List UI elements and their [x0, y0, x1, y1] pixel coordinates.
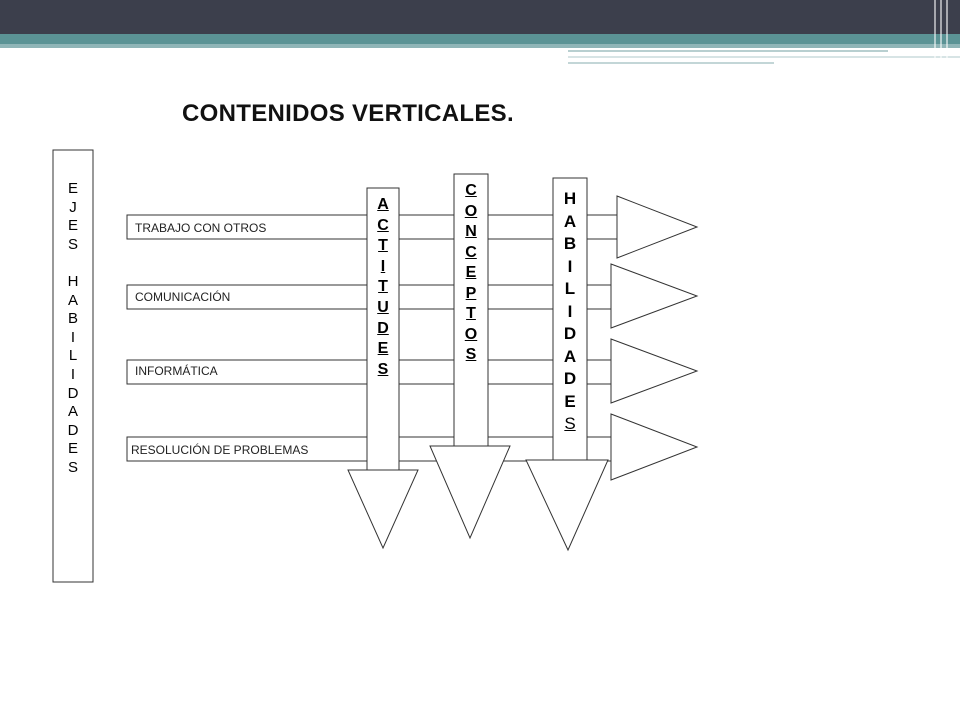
letter: C [465, 243, 477, 261]
letter: D [67, 384, 79, 402]
letter: I [567, 256, 573, 276]
letter: B [563, 234, 577, 253]
letter: J [69, 198, 77, 216]
letter: P [465, 284, 477, 302]
letter: I [70, 365, 76, 383]
conceptos-label [451, 181, 491, 366]
letter: C [377, 216, 389, 234]
letter: T [378, 278, 388, 296]
letter: C [465, 182, 477, 199]
letter: E [67, 217, 78, 235]
letter-spacer [53, 254, 93, 273]
letter: H [67, 272, 79, 290]
letter: D [563, 369, 577, 388]
letter: L [564, 279, 576, 298]
right-arrowhead [611, 414, 697, 480]
habilidades-arrowhead [526, 460, 608, 550]
letter: U [377, 298, 389, 316]
letter: H [563, 189, 577, 208]
habilidades-label [550, 188, 590, 436]
letter: A [377, 196, 389, 213]
letter: S [465, 346, 477, 363]
letter: B [67, 310, 78, 328]
row-label-comunicacion: COMUNICACIÓN [135, 290, 231, 304]
letter: S [564, 414, 576, 433]
letter: A [563, 346, 577, 366]
right-arrowhead [611, 264, 697, 328]
actitudes-label [363, 195, 403, 380]
row-label-trabajo: TRABAJO CON OTROS [135, 221, 267, 235]
letter: T [466, 305, 476, 322]
actitudes-arrowhead [348, 470, 418, 548]
letter: E [465, 264, 477, 281]
letter: E [67, 440, 78, 458]
letter: S [377, 360, 389, 378]
letter: S [67, 235, 78, 253]
letter: A [67, 403, 78, 421]
letter: E [67, 180, 78, 197]
conceptos-arrowhead [430, 446, 510, 538]
right-arrowhead [611, 339, 697, 403]
letter: I [380, 257, 386, 275]
letter: D [563, 324, 577, 343]
letter: E [564, 391, 576, 411]
letter: I [567, 301, 573, 321]
ejes-habilidades-text [53, 180, 93, 478]
row-label-informatica: INFORMÁTICA [135, 364, 218, 378]
letter: A [67, 291, 78, 309]
letter: D [377, 319, 389, 337]
right-arrowhead [617, 196, 697, 258]
letter: I [70, 328, 76, 346]
slide-title: CONTENIDOS VERTICALES. [182, 100, 514, 127]
letter: O [464, 325, 478, 343]
letter: S [67, 458, 78, 476]
row-label-resolucion: RESOLUCIÓN DE PROBLEMAS [131, 443, 309, 457]
letter: E [377, 340, 389, 358]
letter: A [563, 211, 577, 231]
letter: T [378, 237, 388, 255]
letter: D [67, 421, 79, 439]
letter: O [464, 202, 478, 220]
letter: L [68, 347, 78, 365]
letter: N [465, 223, 477, 240]
